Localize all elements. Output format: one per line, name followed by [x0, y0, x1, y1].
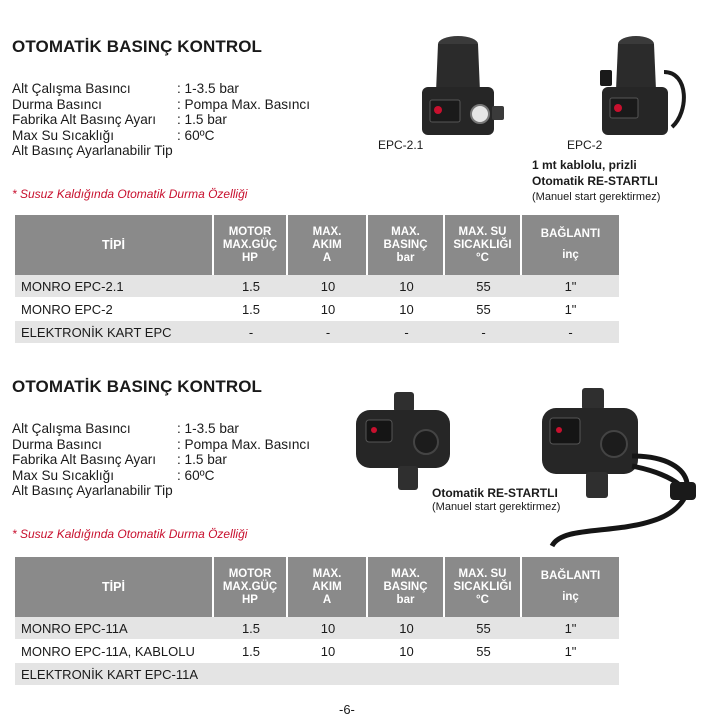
header-line: MAX. SU	[458, 225, 507, 238]
cell-name: MONRO EPC-2.1	[15, 275, 214, 298]
cell-baglanti	[522, 663, 619, 686]
cell-akim: 10	[288, 275, 368, 298]
table-row	[15, 298, 619, 321]
spec-row	[12, 81, 310, 97]
spec-label: Fabrika Alt Basınç Ayarı	[12, 452, 157, 468]
section1-title: OTOMATİK BASINÇ KONTROL	[12, 37, 263, 56]
spec-label: Durma Basıncı	[12, 436, 102, 452]
cell-hp: 1.5	[214, 275, 288, 298]
header-line: MAX.	[312, 567, 342, 580]
header-line: AKIM	[312, 238, 342, 251]
cell-name: ELEKTRONİK KART EPC	[15, 321, 214, 344]
cell-akim: 10	[288, 298, 368, 321]
header-tipi: TİPİ	[15, 215, 214, 275]
cell-basinc: 10	[368, 275, 445, 298]
cell-basinc: -	[368, 321, 445, 344]
spec-value: : Pompa Max. Basıncı	[177, 436, 310, 452]
spec-extra: Alt Basınç Ayarlanabilir Tip	[12, 143, 173, 159]
spec-row	[12, 452, 310, 468]
table-row	[15, 663, 619, 686]
header-line: inç	[562, 591, 579, 603]
spec-value: : 1.5 bar	[177, 452, 227, 468]
spec-label: Alt Çalışma Basıncı	[12, 421, 131, 436]
header-tipi: TİPİ	[15, 557, 214, 617]
header-line: BAĞLANTI	[540, 228, 601, 240]
cell-hp: 1.5	[214, 298, 288, 321]
header-line: BASINÇ	[383, 238, 428, 251]
header-line: MOTOR	[228, 567, 272, 580]
cell-baglanti: 1"	[522, 617, 619, 640]
cell-baglanti: 1"	[522, 640, 619, 663]
header-line: MAX.	[391, 225, 420, 238]
cell-baglanti: -	[522, 321, 619, 344]
cell-name: MONRO EPC-2	[15, 298, 214, 321]
spec-row	[12, 421, 310, 437]
cell-sicaklik: 55	[445, 640, 522, 663]
header-line: A	[322, 251, 332, 264]
spec-row	[12, 97, 310, 113]
section2-note: * Susuz Kaldığında Otomatik Durma Özelliği	[12, 527, 248, 541]
header-line: BAĞLANTI	[540, 570, 601, 582]
cell-name: MONRO EPC-11A	[15, 617, 214, 640]
header-line: BASINÇ	[383, 580, 428, 593]
header-line: AKIM	[312, 580, 342, 593]
epc-11a-feature-1: Otomatik RE-STARTLI	[432, 486, 558, 500]
spec-label: Alt Çalışma Basıncı	[12, 81, 131, 96]
spec-label: Fabrika Alt Basınç Ayarı	[12, 112, 157, 128]
header-line: °C	[476, 251, 489, 264]
cell-basinc: 10	[368, 298, 445, 321]
header-line: inç	[562, 249, 579, 261]
section1-spec-table	[15, 215, 619, 344]
cell-sicaklik: -	[445, 321, 522, 344]
cell-baglanti: 1"	[522, 275, 619, 298]
header-line: HP	[242, 251, 258, 264]
header-baglanti	[522, 215, 619, 275]
spec-label: Max Su Sıcaklığı	[12, 467, 114, 483]
epc-2-product-image	[594, 32, 694, 142]
spec-row	[12, 143, 310, 159]
spec-row	[12, 128, 310, 144]
spec-value: : 1-3.5 bar	[177, 421, 239, 436]
table-row	[15, 640, 619, 663]
header-akim	[288, 215, 368, 275]
header-motor	[214, 557, 288, 617]
header-line: MAX.GÜÇ	[222, 580, 278, 593]
cell-hp	[214, 663, 288, 686]
cell-sicaklik: 55	[445, 617, 522, 640]
header-line: °C	[476, 593, 489, 606]
table-row	[15, 617, 619, 640]
section1-note: * Susuz Kaldığında Otomatik Durma Özelliği	[12, 187, 248, 201]
spec-label: Max Su Sıcaklığı	[12, 127, 114, 143]
header-sicaklik	[445, 215, 522, 275]
epc-11a-feature-2: (Manuel start gerektirmez)	[432, 501, 561, 513]
header-line: MAX.	[391, 567, 420, 580]
header-line: bar	[396, 251, 415, 264]
cell-akim: 10	[288, 640, 368, 663]
header-line: MOTOR	[228, 225, 272, 238]
epc-2-caption: EPC-2	[567, 138, 603, 152]
cell-basinc: 10	[368, 640, 445, 663]
cell-sicaklik: 55	[445, 275, 522, 298]
spec-label: Durma Basıncı	[12, 96, 102, 112]
cell-akim: -	[288, 321, 368, 344]
spec-value: : 60ºC	[177, 467, 215, 483]
spec-value: : Pompa Max. Basıncı	[177, 96, 310, 112]
cell-name: ELEKTRONİK KART EPC-11A	[15, 663, 214, 686]
cell-akim	[288, 663, 368, 686]
epc-2-1-caption: EPC-2.1	[378, 138, 424, 152]
header-motor	[214, 215, 288, 275]
cell-basinc: 10	[368, 617, 445, 640]
cell-akim: 10	[288, 617, 368, 640]
epc-2-1-product-image	[408, 32, 508, 142]
spec-row	[12, 483, 310, 499]
spec-extra: Alt Basınç Ayarlanabilir Tip	[12, 483, 173, 499]
spec-row	[12, 437, 310, 453]
cell-basinc	[368, 663, 445, 686]
spec-row	[12, 112, 310, 128]
table-header-row	[15, 557, 619, 617]
header-line: MAX.GÜÇ	[222, 238, 278, 251]
cell-hp: 1.5	[214, 617, 288, 640]
epc-2-feature-2: Otomatik RE-STARTLI	[532, 174, 658, 188]
cell-hp: -	[214, 321, 288, 344]
header-line: SICAKLIĞI	[453, 238, 512, 251]
section2-specs	[12, 421, 310, 499]
section2-spec-table	[15, 557, 619, 686]
spec-row	[12, 468, 310, 484]
cell-hp: 1.5	[214, 640, 288, 663]
spec-value: : 1-3.5 bar	[177, 81, 239, 96]
table-header-row	[15, 215, 619, 275]
table-row	[15, 275, 619, 298]
header-baglanti	[522, 557, 619, 617]
header-line: MAX. SU	[458, 567, 507, 580]
section1-specs	[12, 81, 310, 159]
epc-11a-product-image	[350, 390, 455, 495]
header-basinc	[368, 215, 445, 275]
epc-11a-kablolu-product-image	[532, 386, 712, 552]
header-basinc	[368, 557, 445, 617]
header-akim	[288, 557, 368, 617]
cell-baglanti: 1"	[522, 298, 619, 321]
epc-2-feature-1: 1 mt kablolu, prizli	[532, 158, 637, 172]
epc-2-feature-3: (Manuel start gerektirmez)	[532, 191, 661, 203]
header-line: MAX.	[312, 225, 342, 238]
header-line: SICAKLIĞI	[453, 580, 512, 593]
cell-sicaklik: 55	[445, 298, 522, 321]
cell-name: MONRO EPC-11A, KABLOLU	[15, 640, 214, 663]
table-row	[15, 321, 619, 344]
spec-value: : 1.5 bar	[177, 112, 227, 128]
section2-title: OTOMATİK BASINÇ KONTROL	[12, 377, 263, 396]
header-line: A	[322, 593, 332, 606]
cell-sicaklik	[445, 663, 522, 686]
header-line: HP	[242, 593, 258, 606]
header-line: bar	[396, 593, 415, 606]
spec-value: : 60ºC	[177, 127, 215, 143]
header-sicaklik	[445, 557, 522, 617]
page-number: -6-	[339, 702, 355, 717]
